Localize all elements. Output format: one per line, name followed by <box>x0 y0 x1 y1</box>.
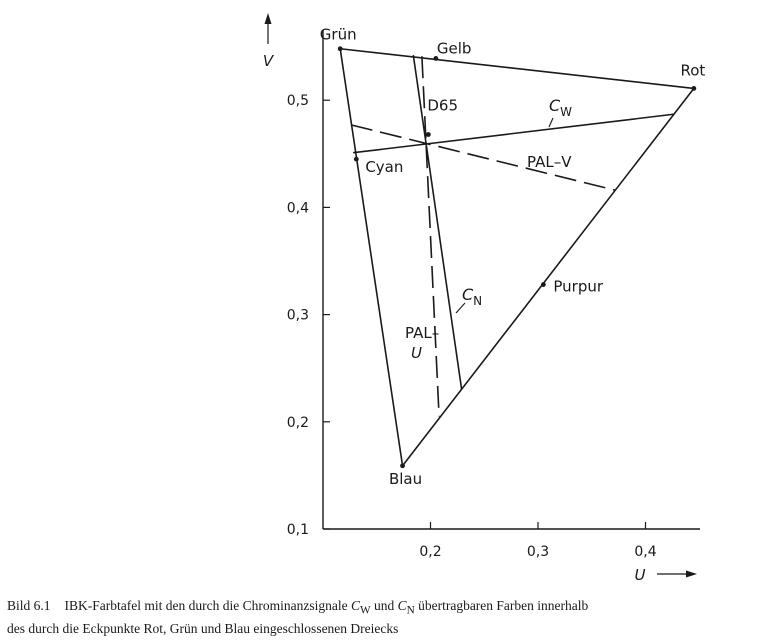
y-tick-label-2: 0,3 <box>286 307 309 324</box>
x-tick-label-2: 0,4 <box>634 544 657 560</box>
point-cyan <box>354 157 359 162</box>
point-label-purpur: Purpur <box>553 277 604 296</box>
caption-text-3: übertragbaren Farben innerhalb <box>414 598 589 613</box>
point-blau <box>400 463 405 468</box>
y-axis-arrow-head <box>265 13 272 24</box>
point-label-cyan: Cyan <box>365 158 404 177</box>
y-tick-label-1: 0,2 <box>286 414 309 431</box>
x-axis-label: U <box>634 566 646 584</box>
chart-marks <box>338 46 696 468</box>
point-rot <box>691 86 696 91</box>
caption-cn-sub: N <box>406 604 415 617</box>
y-tick-label-0: 0,1 <box>286 522 309 538</box>
label-pal-u-line1: PAL– <box>405 324 440 342</box>
line-c-w <box>353 114 674 153</box>
label-cw-leader <box>549 118 553 127</box>
x-tick-label-0: 0,2 <box>419 544 442 560</box>
point-label-rot: Rot <box>680 61 706 80</box>
label-pal-v: PAL–V <box>527 153 572 171</box>
point-d65 <box>426 132 431 137</box>
color-triangle <box>340 49 694 466</box>
point-purpur <box>541 282 546 287</box>
label-cn-leader <box>456 303 465 313</box>
caption-text-4: des durch die Eckpunkte Rot, Grün und Blau eingeschlossenen Dreiecks <box>7 620 399 636</box>
caption-label: Bild 6.1 <box>7 598 51 613</box>
caption-text-2: und <box>370 598 398 613</box>
y-tick-label-4: 0,5 <box>286 93 309 110</box>
y-axis-label: V <box>262 52 274 70</box>
caption-text-1: IBK-Farbtafel mit den durch die Chrominanzsignale <box>64 598 351 613</box>
label-cn: $C_N$ <box>462 285 483 308</box>
axes <box>262 13 701 578</box>
chart-labels <box>263 26 706 584</box>
x-axis-arrow-head <box>686 571 697 578</box>
point-label-d65: D65 <box>427 96 458 115</box>
x-tick-label-1: 0,3 <box>526 544 550 560</box>
caption-cw-sub: W <box>359 604 371 617</box>
label-cw: $C_W$ <box>549 96 573 119</box>
caption-cn-main: C <box>397 598 407 613</box>
point-label-gelb: Gelb <box>436 39 472 58</box>
figure-caption <box>7 597 777 637</box>
label-pal-u-line2: U <box>411 344 422 362</box>
point-label-gr-n: Grün <box>319 25 357 44</box>
point-label-blau: Blau <box>388 469 423 488</box>
y-tick-label-3: 0,4 <box>286 200 309 217</box>
point-gr-n <box>338 46 343 51</box>
caption-cw-main: C <box>350 598 360 613</box>
